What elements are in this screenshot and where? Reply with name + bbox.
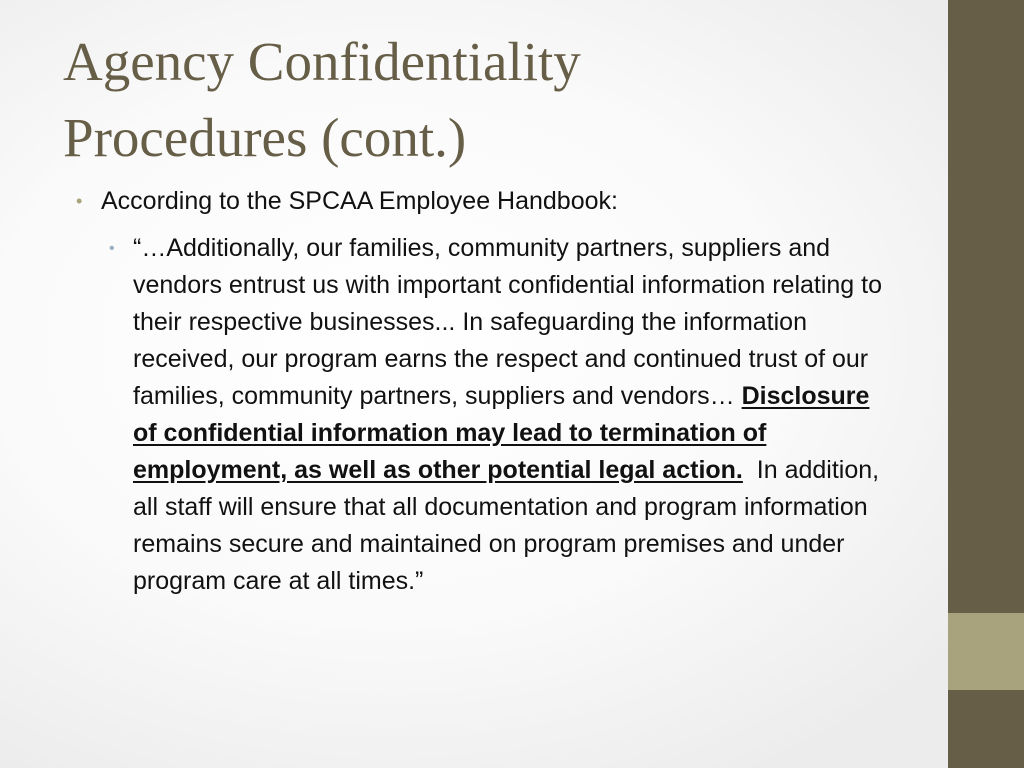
title-line-2: Procedures (cont.) (63, 106, 467, 168)
sub-bullet-icon: • (109, 240, 115, 257)
quote-text-part2: In addition, all staff will ensure that all documentation and program information remains secure and maintained on program premises and under program care at all times.” (133, 456, 887, 595)
side-bar-accent (948, 613, 1024, 690)
quote-text-part1: “…Additionally, our families, community partners, suppliers and vendors entrust us with important confidential information relating to their respective businesses... In safeguarding the information received, our program earns the respect and continued trust of our families, community partners, suppliers and vendors… (133, 234, 882, 410)
title-line-1: Agency Confidentiality (63, 31, 581, 92)
slide-title (63, 24, 933, 176)
bullet-icon: • (76, 191, 83, 211)
sub-bullet-quote (109, 230, 893, 600)
bullet-text: According to the SPCAA Employee Handbook: (101, 187, 618, 215)
quote-emphasis: Disclosure of confidential information may lead to termination of employment, as well as other potential legal action. (133, 382, 870, 484)
bullet-item-handbook (76, 183, 906, 220)
slide-body (76, 183, 906, 600)
